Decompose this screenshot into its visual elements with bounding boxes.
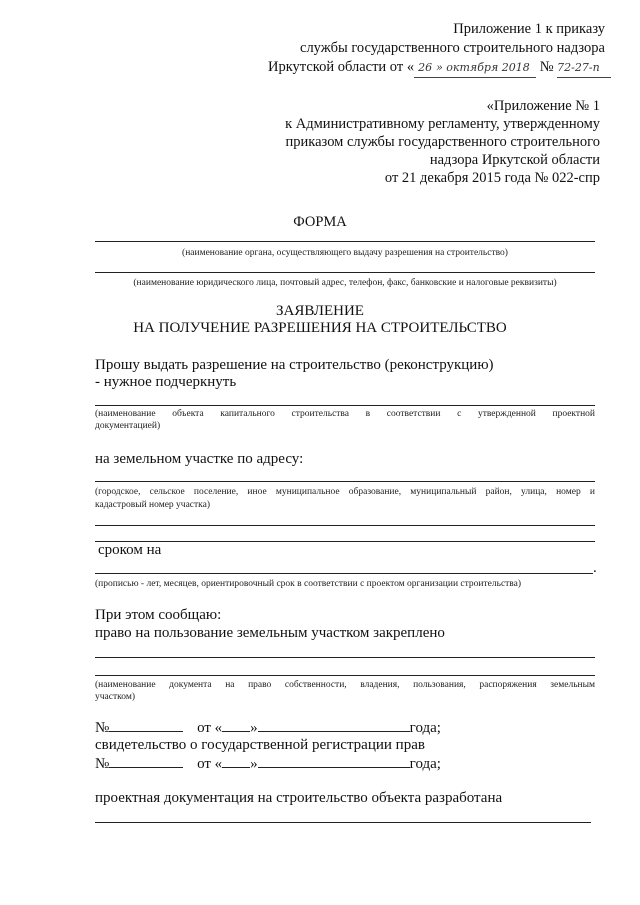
form-label: ФОРМА	[293, 214, 347, 230]
statement-subtitle: НА ПОЛУЧЕНИЕ РАЗРЕШЕНИЯ НА СТРОИТЕЛЬСТВО	[133, 320, 507, 336]
certificate-label: свидетельство о государственной регистрации прав	[95, 737, 425, 753]
doc-number-sign: №	[95, 720, 110, 736]
right-doc-line-2	[95, 675, 595, 676]
order-date-rest: » октября 2018	[436, 58, 536, 78]
inform-label: При этом сообщаю:	[95, 607, 222, 623]
term-caption: (прописью - лет, месяцев, ориентировочный срок в соответствии с проектом организации строительства)	[95, 579, 522, 589]
object-caption-2: документацией)	[95, 421, 161, 431]
applicant-caption: (наименование юридического лица, почтовый адрес, телефон, факс, банковские и налоговые реквизиты)	[133, 278, 557, 288]
cert-year-label: года;	[409, 756, 441, 772]
doc-date-from: от «	[197, 720, 223, 736]
cert-date-day-field	[222, 753, 250, 768]
regulation-line-5: от 21 декабря 2015 года № 022-спр	[384, 170, 600, 186]
term-dot: .	[593, 560, 597, 576]
regulation-line-4: надзора Иркутской области	[429, 152, 600, 168]
order-number: 72-27-п	[557, 58, 611, 78]
address-caption-2: кадастровый номер участка)	[95, 500, 211, 510]
order-date-day: 26	[414, 58, 436, 78]
right-doc-line	[95, 657, 595, 658]
doc-date-rest-field	[258, 717, 410, 732]
right-doc-caption-2: участком)	[95, 692, 135, 702]
doc-number-row	[95, 717, 441, 737]
regulation-line-1: «Приложение № 1	[486, 98, 600, 114]
doc-number-field	[109, 717, 183, 732]
cert-date-quote: »	[250, 756, 258, 772]
regulation-line-2: к Административному регламенту, утвержденному	[285, 116, 600, 132]
object-line	[95, 405, 595, 406]
request-text: Прошу выдать разрешение на строительство (реконструкцию)	[95, 357, 494, 373]
appendix-line-3	[268, 58, 611, 78]
cert-date-rest-field	[258, 753, 410, 768]
project-doc-text: проектная документация на строительство объекта разработана	[95, 790, 503, 806]
appendix-line-1: Приложение 1 к приказу	[453, 21, 605, 37]
address-line-2	[95, 525, 595, 526]
authority-line	[95, 241, 595, 242]
term-label: сроком на	[98, 542, 162, 558]
cert-number-row	[95, 753, 441, 773]
order-number-label: №	[539, 59, 554, 75]
statement-title: ЗАЯВЛЕНИЕ	[276, 303, 364, 319]
applicant-line	[95, 272, 595, 273]
address-line-3	[95, 541, 595, 542]
cert-date-from: от «	[197, 756, 223, 772]
cert-number-field	[109, 753, 183, 768]
doc-date-day-field	[222, 717, 250, 732]
request-note: - нужное подчеркнуть	[95, 374, 237, 390]
appendix-line-3-prefix: Иркутской области от «	[268, 59, 415, 75]
right-of-use-text: право на пользование земельным участком закреплено	[95, 625, 445, 641]
doc-year-label: года;	[409, 720, 441, 736]
regulation-line-3: приказом службы государственного строительного	[285, 134, 600, 150]
object-caption-1: (наименование объекта капитального строительства в соответствии с утвержденной проектной	[95, 409, 595, 419]
project-doc-line	[95, 822, 591, 823]
cert-number-sign: №	[95, 756, 110, 772]
doc-date-quote: »	[250, 720, 258, 736]
address-line	[95, 481, 595, 482]
address-caption-1: (городское, сельское поселение, иное муниципальное образование, муниципальный район, улица, номер и	[95, 487, 595, 497]
term-line	[95, 573, 593, 574]
appendix-line-2: службы государственного строительного надзора	[300, 40, 605, 56]
authority-caption: (наименование органа, осуществляющего выдачу разрешения на строительство)	[182, 248, 508, 258]
right-doc-caption-1: (наименование документа на право собственности, владения, пользования, распоряжения земельным	[95, 680, 595, 690]
land-plot-label: на земельном участке по адресу:	[95, 451, 304, 467]
